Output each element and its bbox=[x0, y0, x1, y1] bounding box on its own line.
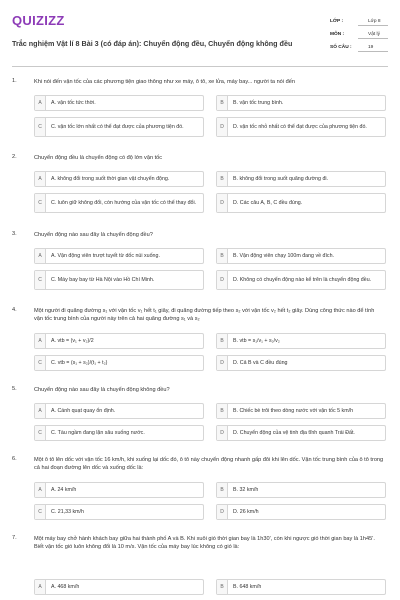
answer-option-c[interactable] bbox=[34, 193, 204, 213]
worksheet-meta bbox=[330, 15, 388, 54]
question-text: Chuyển động nào sau đây là chuyển động không đều? bbox=[34, 387, 170, 393]
option-letter: A bbox=[35, 249, 46, 263]
option-letter: A bbox=[35, 404, 46, 418]
meta-label: SỐ CÂU : bbox=[330, 45, 352, 50]
question-text: Một ô tô lên dốc với vận tốc 16 km/h, khi xuống lại dốc đó, ô tô này chuyển động nhanh gấp đôi khi lên dốc. Vận tốc trung bình của ô tô trong cả hai đoạn đường lên dốc và xuống dốc là: bbox=[34, 457, 384, 471]
question-number: 1. bbox=[12, 78, 17, 84]
option-text: B. 648 km/h bbox=[233, 583, 262, 590]
meta-value: Lớp 8 bbox=[358, 17, 388, 26]
question-text: Chuyển động đều là chuyển động có độ lớn vận tốc bbox=[34, 155, 163, 161]
answer-option-c[interactable] bbox=[34, 504, 204, 520]
header-divider bbox=[12, 66, 388, 67]
answer-option-b[interactable] bbox=[216, 579, 386, 595]
option-text: A. vận tốc tức thời. bbox=[51, 99, 96, 106]
answer-option-c[interactable] bbox=[34, 355, 204, 371]
option-letter: B bbox=[217, 483, 228, 497]
worksheet-header bbox=[12, 10, 388, 62]
option-letter: B bbox=[217, 334, 228, 348]
answer-option-b[interactable] bbox=[216, 95, 386, 111]
option-text: C. 21,33 km/h bbox=[51, 508, 84, 515]
option-text: D. Cả B và C đều đúng bbox=[233, 359, 288, 366]
option-text: C. Tàu ngầm đang lặn sâu xuống nước. bbox=[51, 429, 145, 436]
option-text: D. Các câu A, B, C đều đúng. bbox=[233, 199, 303, 206]
answer-option-b[interactable] bbox=[216, 171, 386, 187]
option-text: A. không đổi trong suốt thời gian vật chuyển động. bbox=[51, 175, 170, 182]
option-text: A. 468 km/h bbox=[51, 583, 80, 590]
option-letter: D bbox=[217, 271, 228, 289]
question-text: Chuyển động nào sau đây là chuyển động đều? bbox=[34, 232, 153, 238]
meta-row-count bbox=[330, 41, 388, 54]
option-letter: C bbox=[35, 356, 46, 370]
option-letter: B bbox=[217, 249, 228, 263]
answer-option-a[interactable] bbox=[34, 403, 204, 419]
quizizz-logo: QUIZIZZ bbox=[12, 13, 65, 28]
option-text: C. Máy bay bay từ Hà Nội vào Hồ Chí Minh. bbox=[51, 276, 155, 283]
answer-option-d[interactable] bbox=[216, 270, 386, 290]
answer-option-a[interactable] bbox=[34, 171, 204, 187]
answer-option-c[interactable] bbox=[34, 425, 204, 441]
option-letter: D bbox=[217, 356, 228, 370]
answer-option-b[interactable] bbox=[216, 403, 386, 419]
option-letter: A bbox=[35, 96, 46, 110]
answer-option-a[interactable] bbox=[34, 248, 204, 264]
option-text: D. Không có chuyển động nào kể trên là chuyển động đều. bbox=[233, 276, 372, 283]
question-number: 3. bbox=[12, 231, 17, 237]
option-letter: D bbox=[217, 118, 228, 136]
option-text: A. vtb = (v₁ + v₂)/2 bbox=[51, 337, 94, 344]
question-number: 4. bbox=[12, 307, 17, 313]
option-text: B. không đổi trong suốt quãng đường đi. bbox=[233, 175, 329, 182]
option-text: D. 26 km/h bbox=[233, 508, 259, 515]
meta-value: 19 bbox=[358, 43, 388, 52]
answer-option-b[interactable] bbox=[216, 248, 386, 264]
option-text: B. Vận động viên chạy 100m đang về đích. bbox=[233, 252, 335, 259]
option-text: B. vận tốc trung bình. bbox=[233, 99, 284, 106]
answer-option-b[interactable] bbox=[216, 482, 386, 498]
answer-option-a[interactable] bbox=[34, 482, 204, 498]
question-text: Khi nói đến vận tốc của các phương tiện giao thông như xe máy, ô tô, xe lửa, máy bay... người ta nói đến bbox=[34, 79, 295, 85]
option-text: A. Vận động viên trượt tuyết từ dốc núi xuống. bbox=[51, 252, 160, 259]
option-letter: B bbox=[217, 96, 228, 110]
meta-label: MÔN : bbox=[330, 32, 345, 37]
question-number: 7. bbox=[12, 535, 17, 541]
option-text: B. 32 km/h bbox=[233, 486, 259, 493]
option-letter: C bbox=[35, 271, 46, 289]
answer-option-d[interactable] bbox=[216, 193, 386, 213]
meta-label: LỚP : bbox=[330, 19, 344, 24]
option-text: C. luôn giữ không đổi, còn hướng của vận tốc có thể thay đổi. bbox=[51, 199, 197, 206]
option-letter: A bbox=[35, 483, 46, 497]
option-letter: A bbox=[35, 580, 46, 594]
option-letter: D bbox=[217, 505, 228, 519]
option-letter: D bbox=[217, 194, 228, 212]
option-text: B. vtb = s₁/v₁ + s₂/v₂ bbox=[233, 337, 280, 344]
question-number: 6. bbox=[12, 456, 17, 462]
answer-option-d[interactable] bbox=[216, 117, 386, 137]
worksheet-title: Trắc nghiệm Vật lí 8 Bài 3 (có đáp án): Chuyển động đều, Chuyển động không đều bbox=[12, 39, 293, 48]
option-letter: C bbox=[35, 118, 46, 136]
question-text: Một người đi quãng đường s₁ với vận tốc v₁ hết t₁ giây, đi quãng đường tiếp theo s₂ với vận tốc v₂ hết t₂ giây. Dùng công thức nào để tính vận tốc trung bình của người này trên cả hai quãng đường s₁ và s₂ bbox=[34, 308, 375, 322]
meta-row-class bbox=[330, 15, 388, 28]
answer-option-c[interactable] bbox=[34, 117, 204, 137]
option-letter: C bbox=[35, 426, 46, 440]
answer-option-c[interactable] bbox=[34, 270, 204, 290]
option-letter: B bbox=[217, 172, 228, 186]
option-letter: A bbox=[35, 172, 46, 186]
question-text: Một máy bay chở hành khách bay giữa hai thành phố A và B. Khi xuôi gió thời gian bay là 1h30', còn khi ngược gió thời gian bay là 1h45'. Biết vận tốc gió luôn không đổi là 10 m/s. Vận tốc của máy bay lúc không có gió là: bbox=[34, 536, 375, 550]
answer-option-d[interactable] bbox=[216, 355, 386, 371]
answer-option-a[interactable] bbox=[34, 579, 204, 595]
option-text: D. Chuyển động của vệ tinh địa tĩnh quanh Trái Đất. bbox=[233, 429, 355, 436]
answer-option-a[interactable] bbox=[34, 333, 204, 349]
option-text: B. Chiếc bè trôi theo dòng nước với vận tốc 5 km/h bbox=[233, 407, 354, 414]
option-text: C. vận tốc lớn nhất có thể đạt được của phương tiện đó. bbox=[51, 123, 184, 130]
answer-option-a[interactable] bbox=[34, 95, 204, 111]
meta-value: Vật lý bbox=[358, 30, 388, 39]
option-letter: C bbox=[35, 505, 46, 519]
answer-option-d[interactable] bbox=[216, 425, 386, 441]
option-text: A. 24 km/h bbox=[51, 486, 77, 493]
option-letter: D bbox=[217, 426, 228, 440]
answer-option-d[interactable] bbox=[216, 504, 386, 520]
meta-row-subject bbox=[330, 28, 388, 41]
option-letter: C bbox=[35, 194, 46, 212]
question-number: 5. bbox=[12, 386, 17, 392]
answer-option-b[interactable] bbox=[216, 333, 386, 349]
option-text: D. vận tốc nhỏ nhất có thể đạt được của phương tiện đó. bbox=[233, 123, 367, 130]
option-letter: B bbox=[217, 580, 228, 594]
option-text: A. Cánh quạt quay ổn định. bbox=[51, 407, 116, 414]
option-text: C. vtb = (s₁ + s₂)/(t₁ + t₂) bbox=[51, 359, 108, 366]
option-letter: A bbox=[35, 334, 46, 348]
question-number: 2. bbox=[12, 154, 17, 160]
option-letter: B bbox=[217, 404, 228, 418]
